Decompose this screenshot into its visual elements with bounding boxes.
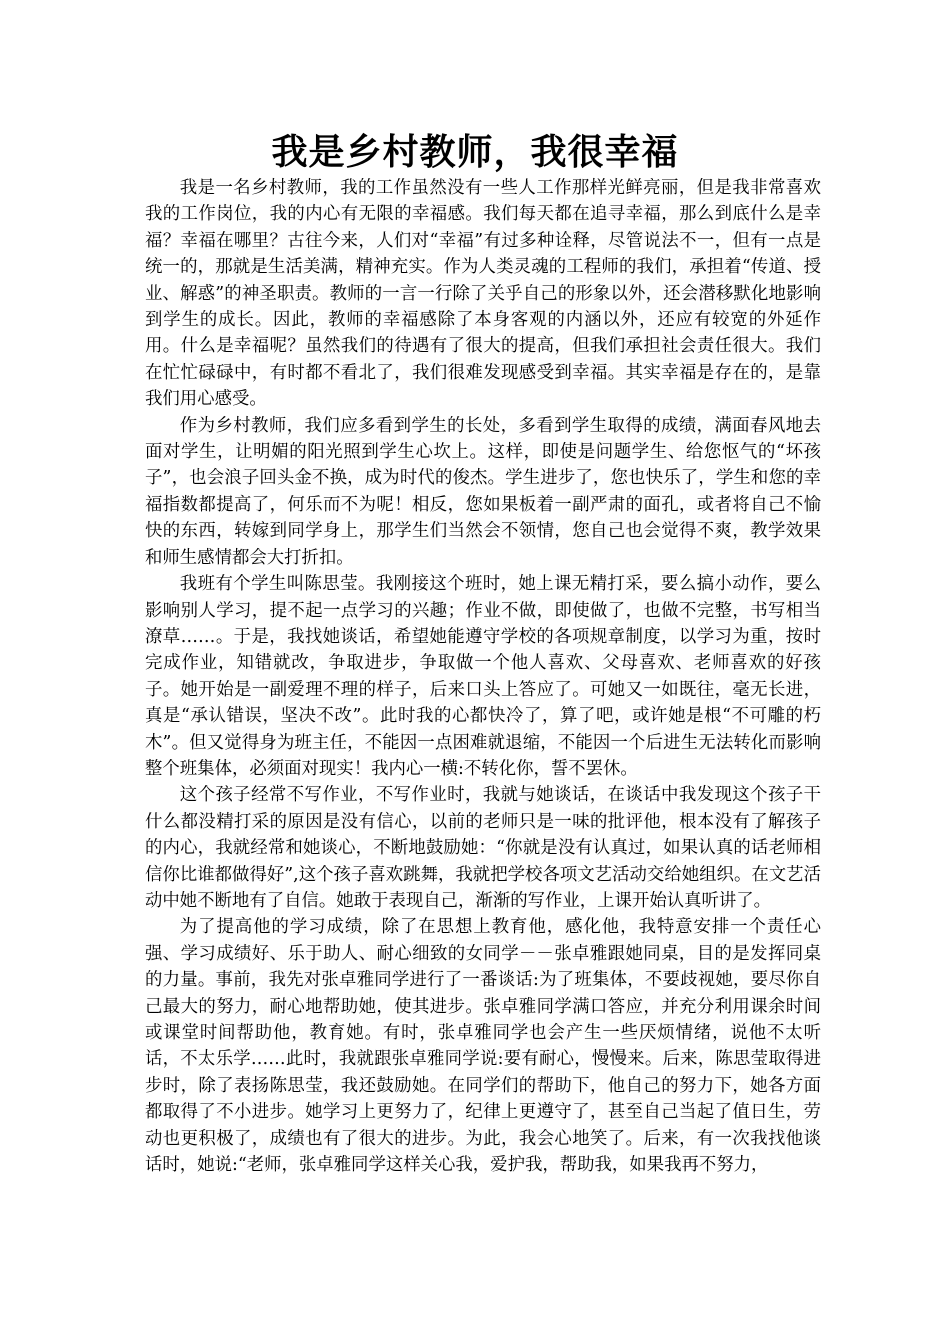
paragraph: 我是一名乡村教师，我的工作虽然没有一些人工作那样光鲜亮丽，但是我非常喜欢我的工作岗位，我的内心有无限的幸福感。我们每天都在追寻幸福，那么到底什么是幸福？幸福在哪里？古往今来，人们对“幸福”有过多种诠释，尽管说法不一，但有一点是统一的，那就是生活美满，精神充实。作为人类灵魂的工程师的我们，承担着“传道、授业、解惑”的神圣职责。教师的一言一行除了关乎自己的形象以外，还会潜移默化地影响到学生的成长。因此，教师的幸福感除了本身客观的内涵以外，还应有较宽的外延作用。什么是幸福呢？虽然我们的待遇有了很大的提高，但我们承担社会责任很大。我们在忙忙碌碌中，有时都不看北了，我们很难发现感受到幸福。其实幸福是存在的，是靠我们用心感受。 [145, 178, 821, 410]
paragraph: 我班有个学生叫陈思莹。我刚接这个班时，她上课无精打采，要么搞小动作，要么影响别人学习，提不起一点学习的兴趣；作业不做，即使做了，也做不完整，书写相当潦草……。于是，我找她谈话，希望她能遵守学校的各项规章制度，以学习为重，按时完成作业，知错就改，争取进步，争取做一个他人喜欢、父母喜欢、老师喜欢的好孩子。她开始是一副爱理不理的样子，后来口头上答应了。可她又一如既往，毫无长进，真是“承认错误，坚决不改”。此时我的心都快冷了，算了吧，或许她是根“不可雕的朽木”。但又觉得身为班主任，不能因一点困难就退缩，不能因一个后进生无法转化而影响整个班集体，必须面对现实！我内心一横:不转化你，誓不罢休。 [145, 574, 821, 779]
paragraph: 为了提高他的学习成绩，除了在思想上教育他，感化他，我特意安排一个责任心强、学习成绩好、乐于助人、耐心细致的女同学－－张卓雅跟她同桌，目的是发挥同桌的力量。事前，我先对张卓雅同学进行了一番谈话:为了班集体，不要歧视她，要尽你自己最大的努力，耐心地帮助她，使其进步。张卓雅同学满口答应，并充分利用课余时间或课堂时间帮助他，教育她。有时，张卓雅同学也会产生一些厌烦情绪，说他不太听话，不太乐学……此时，我就跟张卓雅同学说:要有耐心，慢慢来。后来，陈思莹取得进步时，除了表扬陈思莹，我还鼓励她。在同学们的帮助下，他自己的努力下，她各方面都取得了不小进步。她学习上更努力了，纪律上更遵守了，甚至自己当起了值日生，劳动也更积极了，成绩也有了很大的进步。为此，我会心地笑了。后来，有一次我找他谈话时，她说:“老师，张卓雅同学这样关心我，爱护我，帮助我，如果我再不努力， [145, 917, 821, 1176]
document-title: 我是乡村教师，我很幸福 [271, 131, 679, 173]
paragraph: 作为乡村教师，我们应多看到学生的长处，多看到学生取得的成绩，满面春风地去面对学生，让明媚的阳光照到学生心坎上。这样，即使是问题学生、给您怄气的“坏孩子”，也会浪子回头金不换，成为时代的俊杰。学生进步了，您也快乐了，学生和您的幸福指数都提高了，何乐而不为呢！相反，您如果板着一副严肃的面孔，或者将自己不愉快的东西，转嫁到同学身上，那学生们当然会不领情，您自己也会觉得不爽，教学效果和师生感情都会大打折扣。 [145, 415, 821, 568]
paragraph: 这个孩子经常不写作业，不写作业时，我就与她谈话，在谈话中我发现这个孩子干什么都没精打采的原因是没有信心，以前的老师只是一味的批评他，根本没有了解孩子的内心，我就经常和她谈心，不断地鼓励她：“你就是没有认真过，如果认真的话老师相信你比谁都做得好”,这个孩子喜欢跳舞，我就把学校各项文艺活动交给她组织。在文艺活动中她不断地有了自信。她敢于表现自己，渐渐的写作业，上课开始认真听讲了。 [145, 785, 821, 911]
document-body [145, 175, 821, 1178]
